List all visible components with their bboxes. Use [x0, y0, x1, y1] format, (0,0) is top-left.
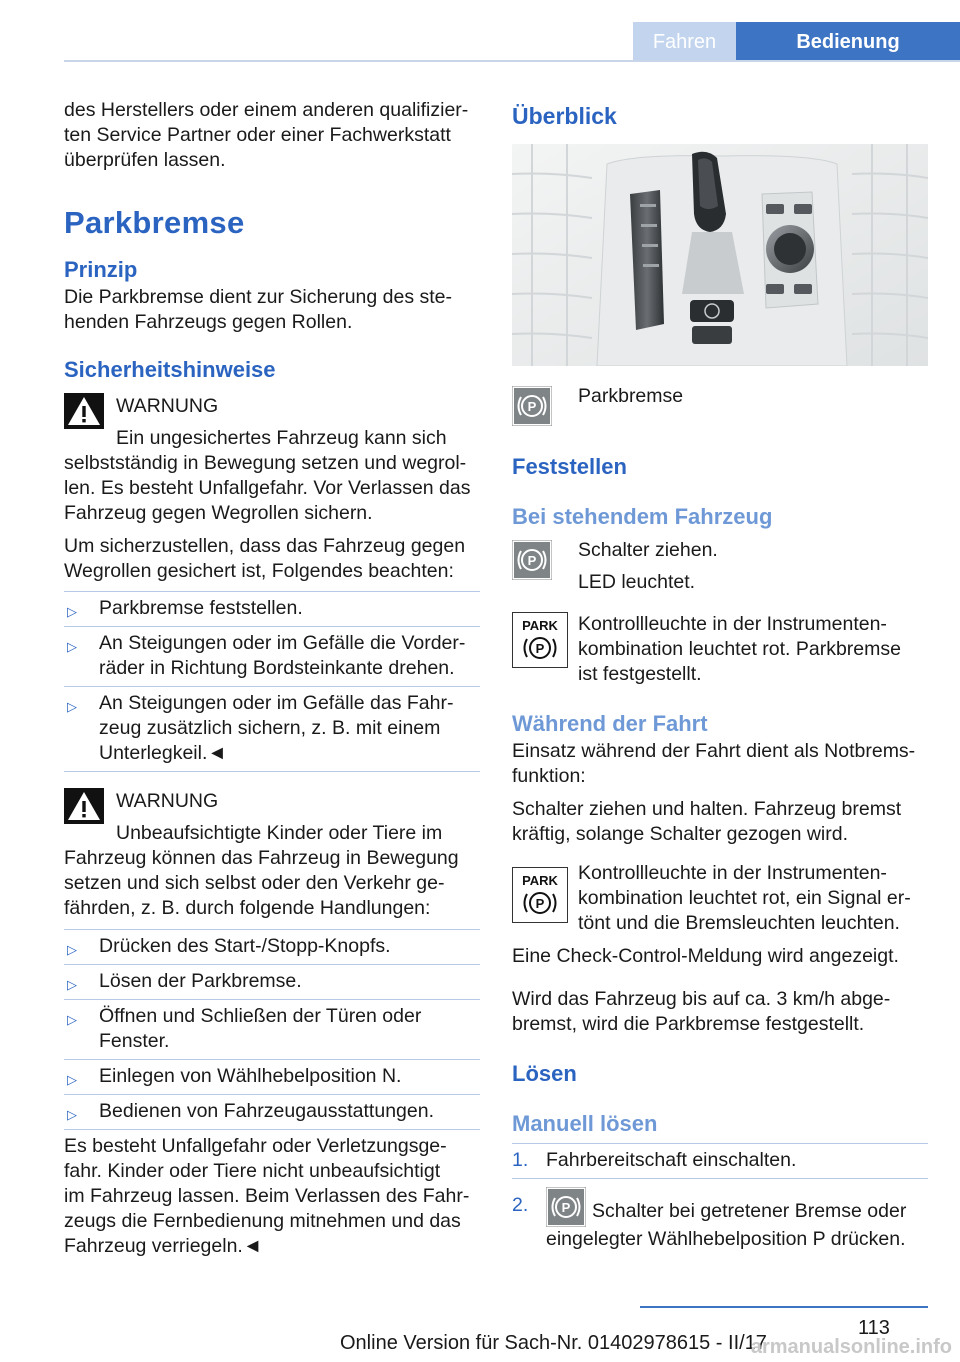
intro-line: ten Service Partner oder einer Fachwerkstatt: [64, 124, 451, 146]
paragraph-line: Es besteht Unfallgefahr oder Verletzungsge-: [64, 1135, 447, 1157]
prinzip-line: henden Fahrzeugs gegen Rollen.: [64, 311, 353, 333]
closing-paragraph: [64, 1134, 480, 1259]
paragraph-line: bremst, wird die Parkbremse festgestellt.: [512, 1013, 865, 1035]
list-item: [512, 1179, 928, 1257]
schalter-ziehen-row: [512, 538, 928, 595]
bullet-triangle-icon: ▷: [67, 942, 77, 957]
tab-bedienung-label: Bedienung: [796, 30, 900, 53]
list-item-text: zeug zusätzlich sichern, z. B. mit einem: [99, 717, 441, 739]
paragraph-line: tönt und die Bremsleuchten leuchten.: [578, 912, 900, 934]
svg-text:P: P: [561, 1200, 571, 1215]
warning-line: Fahrzeug können das Fahrzeug in Bewegung: [64, 847, 459, 869]
list-item: [64, 1060, 480, 1095]
prinzip-paragraph: [64, 285, 480, 335]
numbered-steps: [512, 1143, 928, 1257]
footer-divider: [640, 1306, 928, 1308]
list-item-text: Drücken des Start-/Stopp-Knopfs.: [99, 935, 391, 957]
step-number: 1.: [512, 1149, 529, 1171]
parking-brake-icon: [512, 540, 552, 580]
center-console-photo: [512, 144, 928, 366]
warning-text-2: [64, 846, 480, 921]
fahrt-paragraph-2: [512, 797, 928, 847]
heading-loesen: Lösen: [512, 1061, 577, 1086]
bullet-triangle-icon: ▷: [67, 699, 77, 714]
list-item-text: Fenster.: [99, 1030, 170, 1052]
list-item: [64, 687, 480, 772]
list-item-text: Lösen der Parkbremse.: [99, 970, 302, 992]
paragraph-line: ist festgestellt.: [578, 663, 702, 685]
step-number: 2.: [512, 1194, 529, 1216]
tab-fahren-label: Fahren: [652, 30, 717, 53]
warning-line: Fahrzeug gegen Wegrollen sichern.: [64, 502, 373, 524]
heading-stehendem-fahrzeug: Bei stehendem Fahrzeug: [512, 504, 773, 529]
list-item: [512, 1144, 928, 1179]
warning-line: len. Es besteht Unfallgefahr. Vor Verlassen das: [64, 477, 471, 499]
warning-first-line-1: Ein ungesichertes Fahrzeug kann sich: [116, 427, 447, 449]
bullet-triangle-icon: ▷: [67, 604, 77, 619]
list-item: [64, 627, 480, 687]
tab-bedienung[interactable]: [736, 22, 960, 62]
abbrems-paragraph: [512, 987, 928, 1037]
list-item-text: An Steigungen oder im Gefälle das Fahr-: [99, 692, 454, 714]
warning-icon: [64, 393, 104, 429]
step-text: Schalter ziehen.: [578, 539, 718, 561]
parking-brake-icon: [546, 1187, 586, 1227]
warning-line: selbstständig in Bewegung setzen und wegrol-: [64, 452, 467, 474]
svg-text:P: P: [527, 399, 537, 414]
header-divider: [64, 60, 960, 62]
bullet-triangle-icon: ▷: [67, 977, 77, 992]
paragraph-line: fahr. Kinder oder Tiere nicht unbeaufsichtigt: [64, 1160, 441, 1182]
list-item-text: räder in Richtung Bordsteinkante drehen.: [99, 657, 455, 679]
left-column: [64, 98, 480, 1259]
parkbremse-caption: Parkbremse: [578, 385, 684, 407]
warning-block-2: [64, 788, 480, 921]
step-text-row: [546, 1187, 928, 1227]
paragraph-line: kombination leuchtet rot, ein Signal er-: [578, 887, 911, 909]
warning-followup-paragraph: [64, 534, 480, 584]
list-item: [64, 592, 480, 627]
paragraph-line: kombination leuchtet rot. Parkbremse: [578, 638, 901, 660]
parking-brake-icon: [512, 386, 552, 426]
parkbremse-caption-row: [512, 384, 928, 424]
warning-title-2: WARNUNG: [116, 790, 219, 812]
bullet-triangle-icon: ▷: [67, 1072, 77, 1087]
intro-paragraph: [64, 98, 480, 173]
warning-line: fährden, z. B. durch folgende Handlungen:: [64, 897, 431, 919]
online-version-note: Online Version für Sach-Nr. 01402978615 - II/17: [340, 1332, 767, 1354]
kontrollleuchte-row-1: [512, 612, 928, 687]
list-item-text: Einlegen von Wählhebelposition N.: [99, 1065, 402, 1087]
warning-first-line-2: Unbeaufsichtigte Kinder oder Tiere im: [116, 822, 443, 844]
intro-line: überprüfen lassen.: [64, 149, 226, 171]
watermark: armanualsonline.info: [750, 1336, 952, 1358]
warning-triangle-icon: [64, 788, 104, 824]
paragraph-line: Fahrzeug verriegeln.◄: [64, 1235, 263, 1257]
warning-triangle-icon: [64, 393, 104, 429]
right-column: [512, 98, 928, 1257]
bullet-list-2: [64, 929, 480, 1130]
heading-waehrend-fahrt: Während der Fahrt: [512, 711, 708, 736]
svg-text:PARK: PARK: [522, 873, 558, 888]
park-indicator-icon: [512, 867, 568, 923]
list-item-text: Parkbremse feststellen.: [99, 597, 303, 619]
intro-line: des Herstellers oder einem anderen qualifizier-: [64, 99, 469, 121]
park-indicator-icon: [512, 612, 568, 668]
paragraph-line: kräftig, solange Schalter gezogen wird.: [512, 823, 849, 845]
list-item: [64, 1095, 480, 1130]
paragraph-line: funktion:: [512, 765, 586, 787]
center-console-image: [512, 144, 928, 366]
paragraph-line: im Fahrzeug lassen. Beim Verlassen des Fahr-: [64, 1185, 470, 1207]
list-item-text: Bedienen von Fahrzeugausstattungen.: [99, 1100, 434, 1122]
warning-line: setzen und sich selbst oder den Verkehr ge-: [64, 872, 445, 894]
tab-fahren[interactable]: [633, 22, 736, 62]
list-item-text: Öffnen und Schließen der Türen oder: [99, 1005, 422, 1027]
paragraph-line: zeugs die Fernbedienung mitnehmen und das: [64, 1210, 461, 1232]
page-number: 113: [858, 1317, 890, 1339]
paragraph-line: Schalter ziehen und halten. Fahrzeug bremst: [512, 798, 902, 820]
step-text: eingelegter Wählhebelposition P drücken.: [546, 1228, 906, 1250]
step-text: Schalter bei getretener Bremse oder: [592, 1200, 907, 1222]
warning-block-1: [64, 393, 480, 526]
paragraph-line: Wird das Fahrzeug bis auf ca. 3 km/h abge-: [512, 988, 891, 1010]
list-item: [64, 965, 480, 1000]
heading-sicherheitshinweise: Sicherheitshinweise: [64, 357, 276, 382]
fahrt-paragraph-1: [512, 739, 928, 789]
warning-text-1: [64, 451, 480, 526]
step-text: LED leuchtet.: [578, 571, 696, 593]
list-item: [64, 930, 480, 965]
list-item-text: Unterlegkeil.◄: [99, 742, 227, 764]
prinzip-line: Die Parkbremse dient zur Sicherung des ste-: [64, 286, 453, 308]
heading-manuell-loesen: Manuell lösen: [512, 1111, 658, 1136]
heading-ueberblick: Überblick: [512, 103, 617, 129]
svg-text:PARK: PARK: [522, 618, 558, 633]
heading-prinzip: Prinzip: [64, 257, 138, 282]
paragraph-line: Einsatz während der Fahrt dient als Notbrems-: [512, 740, 916, 762]
bullet-triangle-icon: ▷: [67, 639, 77, 654]
bullet-triangle-icon: ▷: [67, 1012, 77, 1027]
paragraph-line: Wegrollen gesichert ist, Folgendes beachten:: [64, 560, 454, 582]
check-control-paragraph: Eine Check-Control-Meldung wird angezeigt.: [512, 945, 899, 967]
heading-parkbremse: Parkbremse: [64, 205, 245, 240]
svg-text:P: P: [527, 553, 537, 568]
warning-icon: [64, 788, 104, 824]
paragraph-line: Kontrollleuchte in der Instrumenten-: [578, 862, 887, 884]
bullet-list-1: [64, 591, 480, 772]
svg-text:P: P: [535, 896, 545, 911]
paragraph-line: Um sicherzustellen, dass das Fahrzeug gegen: [64, 535, 466, 557]
paragraph-line: Kontrollleuchte in der Instrumenten-: [578, 613, 887, 635]
bullet-triangle-icon: ▷: [67, 1107, 77, 1122]
svg-text:P: P: [535, 641, 545, 656]
warning-title-1: WARNUNG: [116, 395, 219, 417]
list-item-text: An Steigungen oder im Gefälle die Vorder-: [99, 632, 466, 654]
kontrollleuchte-row-2: [512, 861, 928, 936]
heading-feststellen: Feststellen: [512, 454, 627, 479]
step-text: Fahrbereitschaft einschalten.: [546, 1149, 797, 1171]
list-item: [64, 1000, 480, 1060]
